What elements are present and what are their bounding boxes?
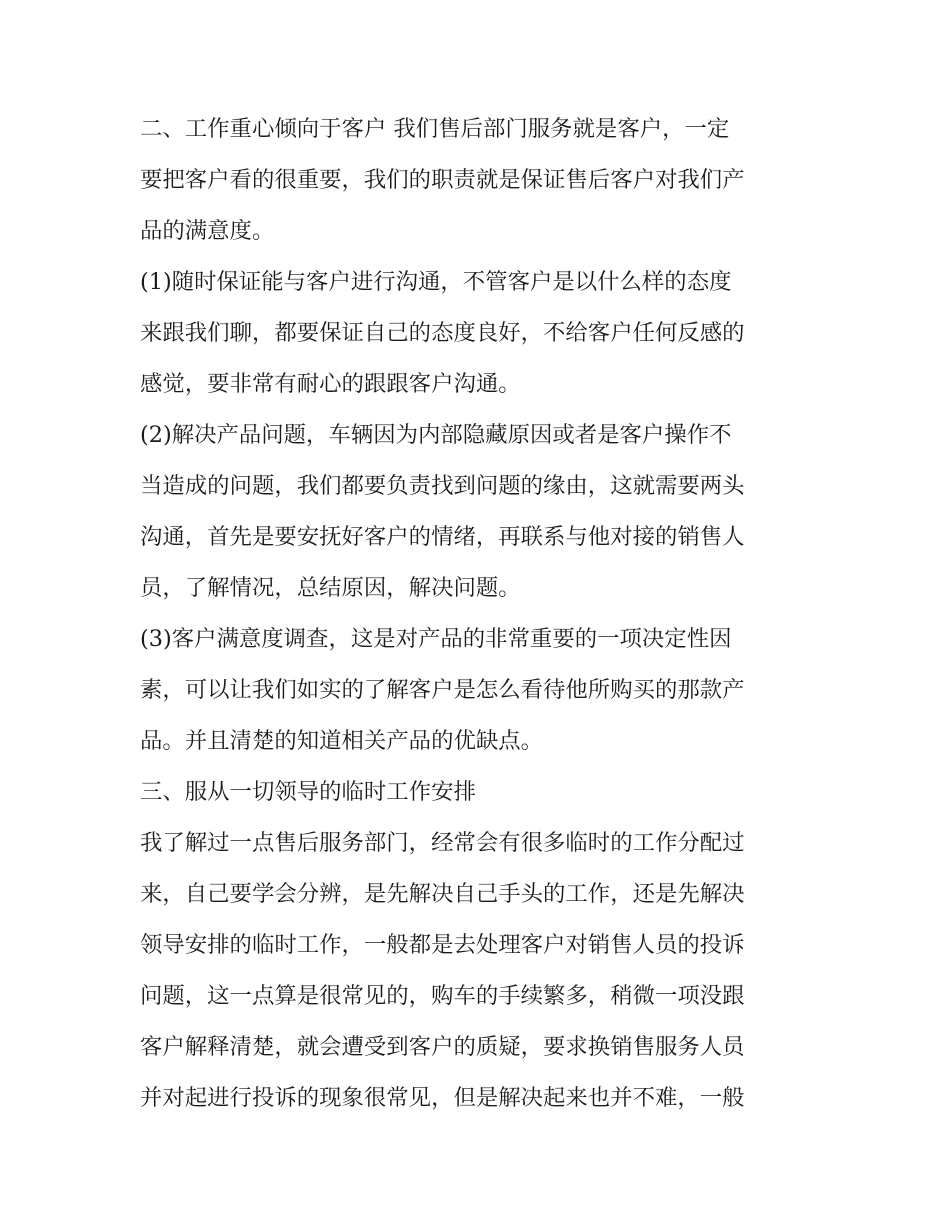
document-body: [140, 104, 812, 1124]
text-line: 我了解过一点售后服务部门，经常会有很多临时的工作分配过: [140, 830, 745, 856]
text-line: 品。并且清楚的知道相关产品的优缺点。: [140, 728, 544, 754]
text-line: 素，可以让我们如实的了解客户是怎么看待他所购买的那款产: [140, 677, 745, 703]
text-line: 来，自己要学会分辨，是先解决自己手头的工作，还是先解决: [140, 881, 745, 907]
text-line: 品的满意度。: [140, 218, 275, 244]
text-line: 领导安排的临时工作，一般都是去处理客户对销售人员的投诉: [140, 932, 745, 958]
text-line: 问题，这一点算是很常见的，购车的手续繁多，稍微一项没跟: [140, 983, 745, 1009]
text-line: 当造成的问题，我们都要负责找到问题的缘由，这就需要两头: [140, 473, 745, 499]
text-line: (3)客户满意度调查，这是对产品的非常重要的一项决定性因: [140, 626, 732, 652]
text-line: 客户解释清楚，就会遭受到客户的质疑，要求换销售服务人员: [140, 1034, 745, 1060]
text-line: 并对起进行投诉的现象很常见，但是解决起来也并不难，一般: [140, 1085, 745, 1111]
text-line: 感觉，要非常有耐心的跟跟客户沟通。: [140, 371, 521, 397]
text-line: 要把客户看的很重要，我们的职责就是保证售后客户对我们产: [140, 167, 745, 193]
text-line: 员，了解情况，总结原因，解决问题。: [140, 575, 521, 601]
text-line: 沟通，首先是要安抚好客户的情绪，再联系与他对接的销售人: [140, 524, 745, 550]
text-line: (2)解决产品问题，车辆因为内部隐藏原因或者是客户操作不: [140, 422, 732, 448]
text-line: 二、工作重心倾向于客户 我们售后部门服务就是客户，一定: [140, 116, 730, 142]
section-heading: 三、服从一切领导的临时工作安排: [140, 779, 476, 805]
text-line: 来跟我们聊，都要保证自己的态度良好，不给客户任何反感的: [140, 320, 745, 346]
text-line: (1)随时保证能与客户进行沟通，不管客户是以什么样的态度: [140, 269, 732, 295]
